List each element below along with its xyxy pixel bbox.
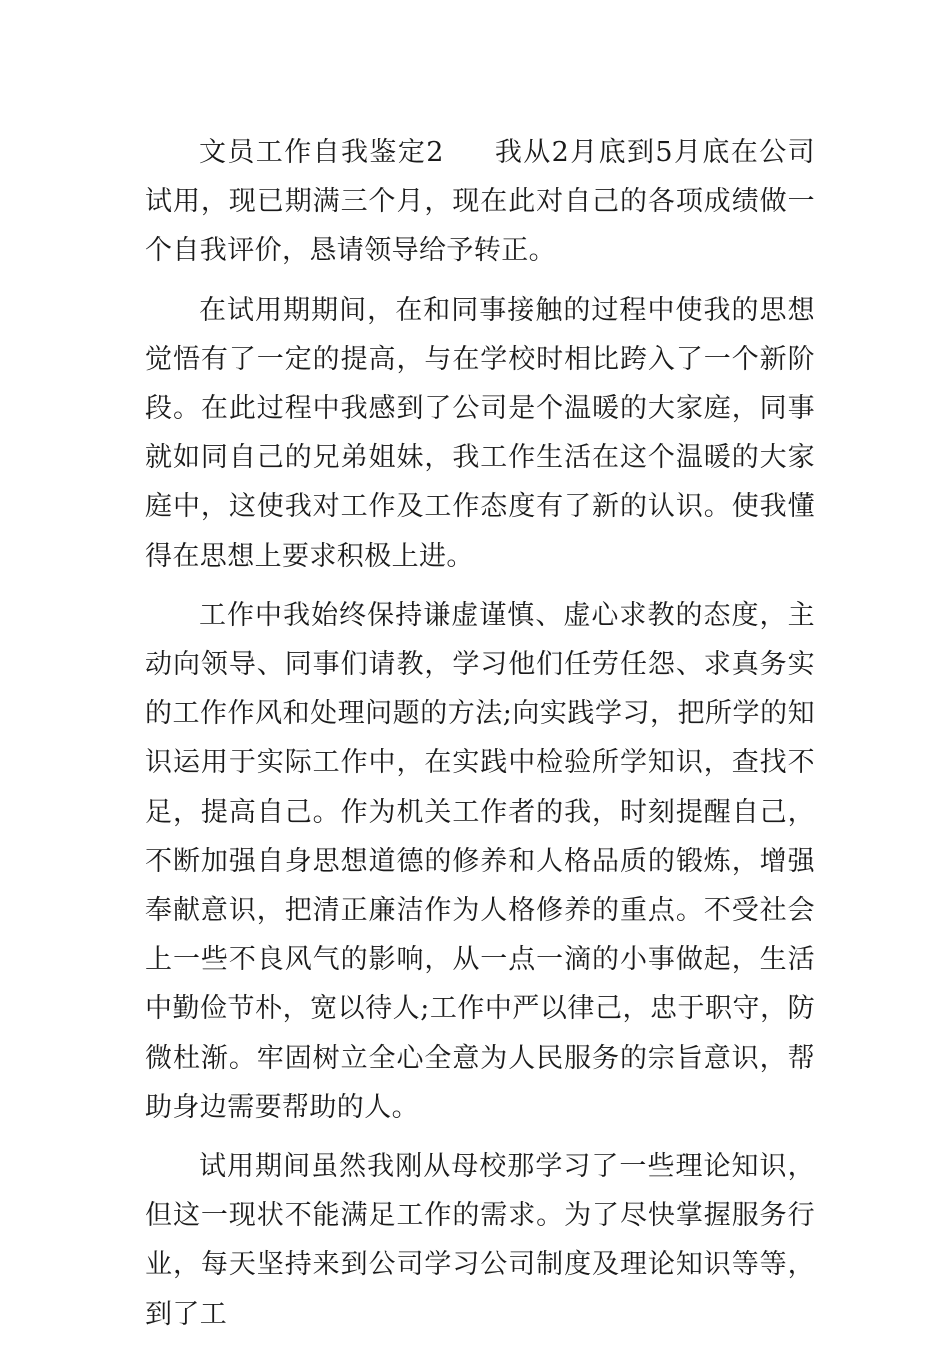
paragraph-text: 我从2月底到5月底在公司试用，现已期满三个月，现在此对自己的各项成绩做一个自我评价，恳请领导给予转正。 [145, 137, 816, 267]
paragraph-2: 在试用期期间，在和同事接触的过程中使我的思想觉悟有了一定的提高，与在学校时相比跨入了一个新阶段。在此过程中我感到了公司是个温暖的大家庭，同事就如同自己的兄弟姐妹，我工作生活在这个温暖的大家庭中，这使我对工作及工作态度有了新的认识。使我懂得在思想上要求积极上进。 [145, 294, 815, 572]
paragraph-intro [145, 128, 815, 276]
paragraph-4: 试用期间虽然我刚从母校那学习了一些理论知识，但这一现状不能满足工作的需求。为了尽快掌握服务行业，每天坚持来到公司学习公司制度及理论知识等等，到了工 [145, 1151, 815, 1330]
document-body [145, 128, 815, 1349]
document-heading: 文员工作自我鉴定2 [199, 137, 444, 168]
paragraph-3: 工作中我始终保持谦虚谨慎、虚心求教的态度，主动向领导、同事们请教，学习他们任劳任怨、求真务实的工作作风和处理问题的方法;向实践学习，把所学的知识运用于实际工作中，在实践中检验所学知识，查找不足，提高自己。作为机关工作者的我，时刻提醒自己，不断加强自身思想道德的修养和人格品质的锻炼，增强奉献意识，把清正廉洁作为人格修养的重点。不受社会上一些不良风气的影响，从一点一滴的小事做起，生活中勤俭节朴，宽以待人;工作中严以律己，忠于职守，防微杜渐。牢固树立全心全意为人民服务的宗旨意识，帮助身边需要帮助的人。 [145, 599, 815, 1123]
